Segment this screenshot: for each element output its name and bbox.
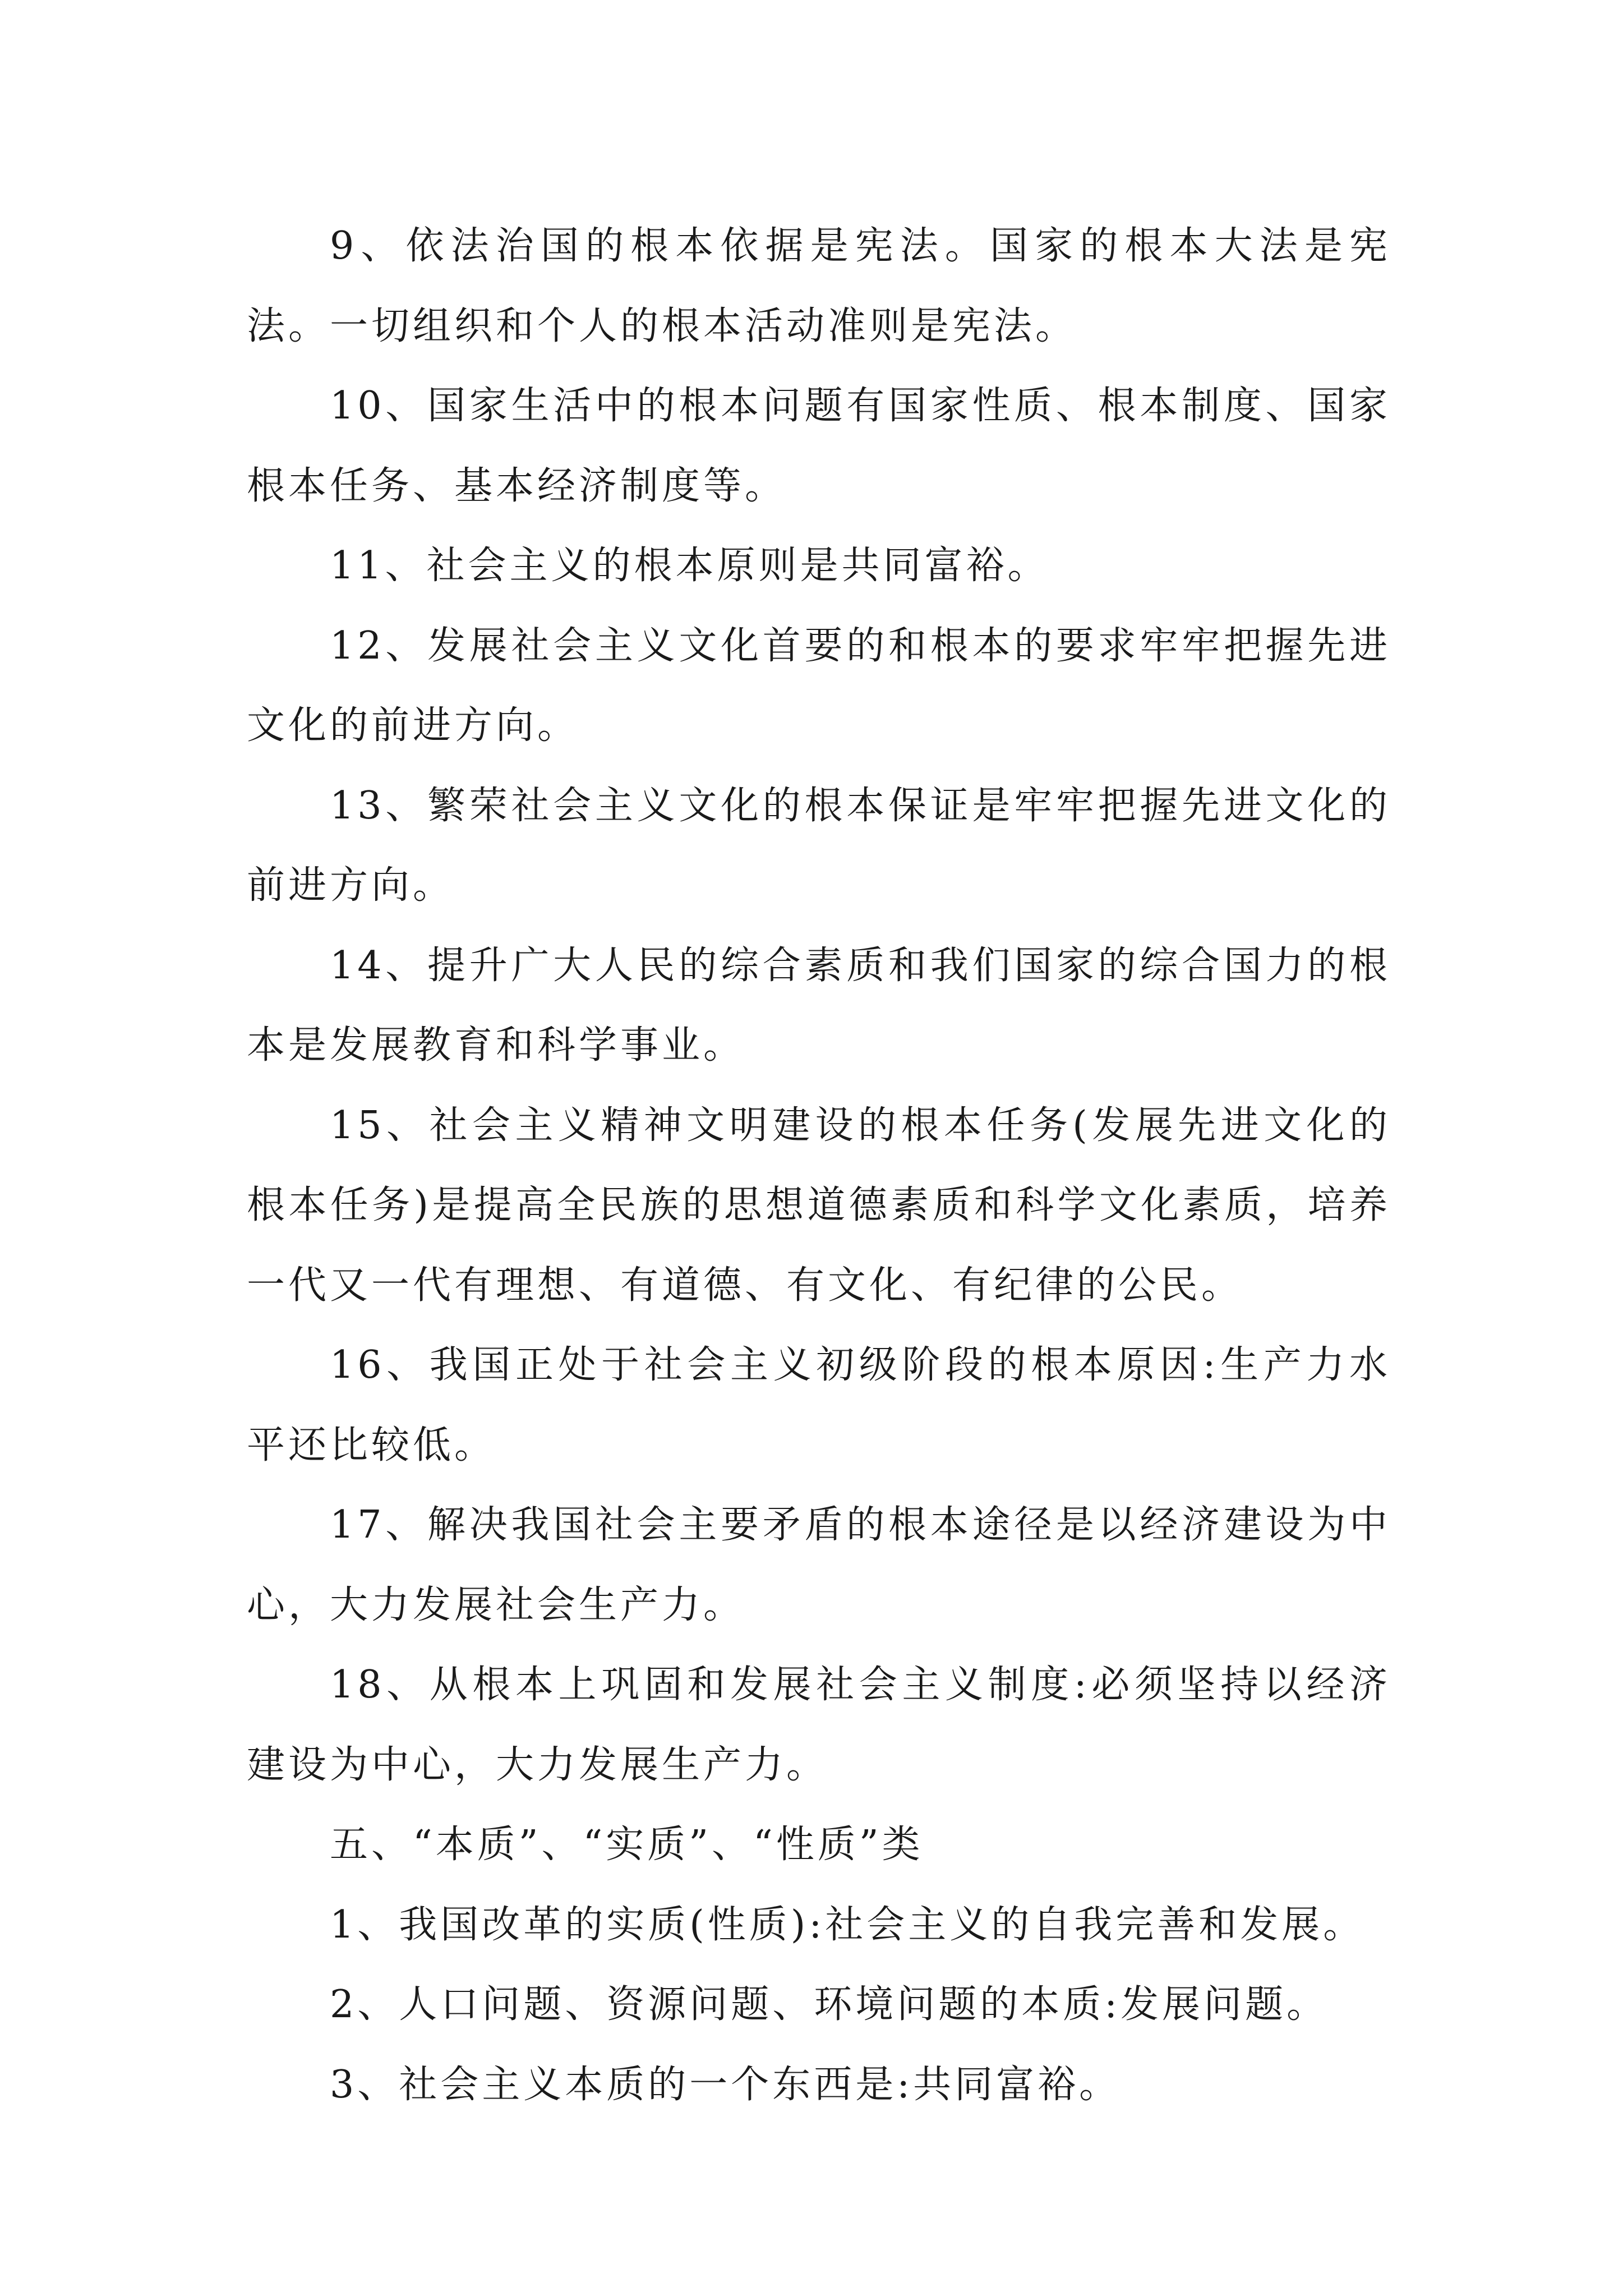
paragraph-11: 11、社会主义的根本原则是共同富裕。: [330, 544, 1049, 588]
document-body: [247, 206, 1391, 2125]
paragraph-12: 12、发展社会主义文化首要的和根本的要求牢牢把握先进文化的前进方向。: [247, 623, 1391, 748]
paragraph-18: 18、从根本上巩固和发展社会主义制度:必须坚持以经济建设为中心，大力发展生产力。: [247, 1663, 1391, 1787]
paragraph-17: 17、解决我国社会主要矛盾的根本途径是以经济建设为中心，大力发展社会生产力。: [247, 1503, 1391, 1627]
paragraph-15: 15、社会主义精神文明建设的根本任务(发展先进文化的根本任务)是提高全民族的思想道德素质和科学文化素质，培养一代又一代有理想、有道德、有文化、有纪律的公民。: [247, 1103, 1391, 1308]
paragraph-9: 9、依法治国的根本依据是宪法。国家的根本大法是宪法。一切组织和个人的根本活动准则是宪法。: [247, 224, 1391, 348]
paragraph-16: 16、我国正处于社会主义初级阶段的根本原因:生产力水平还比较低。: [247, 1343, 1391, 1467]
paragraph-10: 10、国家生活中的根本问题有国家性质、根本制度、国家根本任务、基本经济制度等。: [247, 384, 1391, 508]
section-heading-five: 五、“本质”、“实质”、“性质”类: [330, 1823, 924, 1867]
paragraph-13: 13、繁荣社会主义文化的根本保证是牢牢把握先进文化的前进方向。: [247, 783, 1391, 908]
paragraph-5-1: 1、我国改革的实质(性质):社会主义的自我完善和发展。: [330, 1902, 1365, 1947]
paragraph-14: 14、提升广大人民的综合素质和我们国家的综合国力的根本是发展教育和科学事业。: [247, 943, 1391, 1068]
paragraph-5-3: 3、社会主义本质的一个东西是:共同富裕。: [330, 2062, 1121, 2107]
paragraph-5-2: 2、人口问题、资源问题、环境问题的本质:发展问题。: [330, 1982, 1329, 2027]
